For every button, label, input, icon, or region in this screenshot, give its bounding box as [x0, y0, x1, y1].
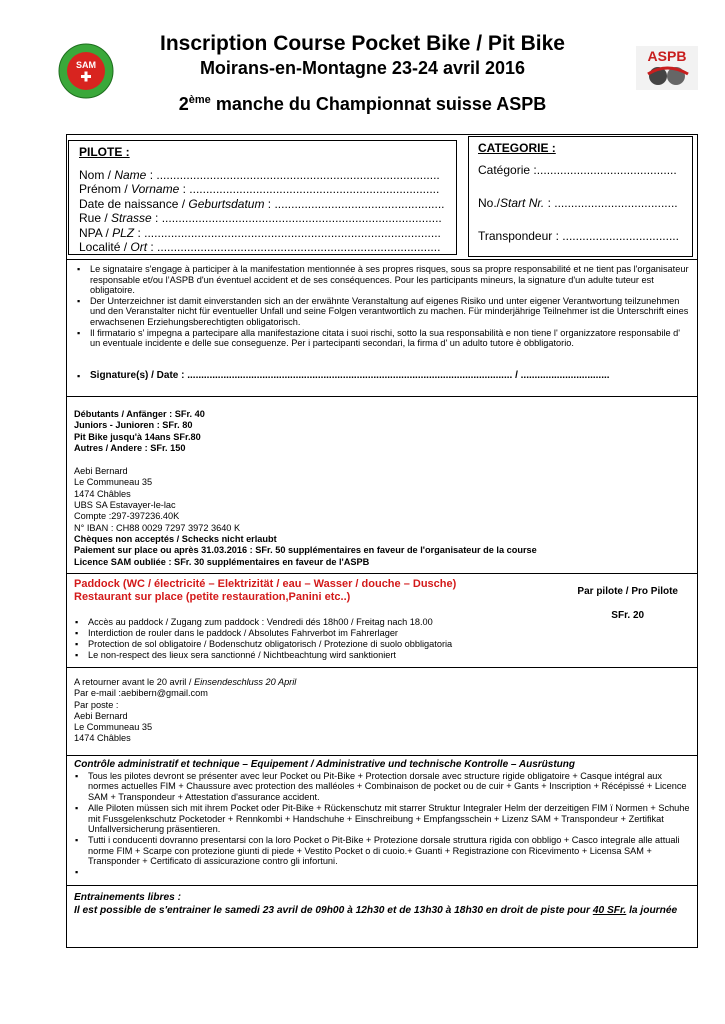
categorie-field[interactable]: Catégorie :..........................................: [478, 163, 677, 177]
agreement-fr: ▪ Le signataire s'engage à participer à la manifestation mentionnée à ses propres risques, sous sa propre responsabilité et ne tient pas l'organisateur responsable et/ou l’ASPB d'un éventuel accident et de ses conséquences. Pour les participants mineurs, la signature d'un adulte tuteur est obligatoire.: [76, 264, 690, 296]
agreement-it: ▪ Il firmatario s' impegna a partecipare alla manifestazione citata i suoi rischi, sotto la sua responsabilità e non tiene l' organizzatore responsabile d' un eventuale incidente e delle sue conseguenze. Per i partecipanti secondari, la firma d' un adulto tutore è obbligatorio.: [76, 328, 690, 349]
signature-field[interactable]: ▪ Signature(s) / Date : ..................................................................................................................... / ................................: [76, 371, 690, 382]
price-pitbike: Pit Bike jusqu'à 14ans SFr.80: [74, 431, 201, 442]
pilote-heading: PILOTE :: [79, 145, 130, 159]
price-juniors: Juniors - Junioren : SFr. 80: [74, 420, 193, 431]
pilote-firstname-field[interactable]: Prénom / Vorname : ...........................................................................: [79, 182, 440, 196]
event-location-date: Moirans-en-Montagne 23-24 avril 2016: [199, 58, 526, 78]
page-title: Inscription Course Pocket Bike / Pit Bike: [160, 32, 565, 55]
restaurant-title: Restaurant sur place (petite restauration,Panini etc..): [74, 591, 351, 603]
transpondeur-field[interactable]: Transpondeur : ...................................: [478, 229, 679, 243]
pilote-street-field[interactable]: Rue / Strasse : ....................................................................................: [79, 211, 442, 225]
agreement-section: [66, 259, 698, 396]
pilote-box: [68, 140, 457, 255]
address-line: 1474 Châbles: [74, 488, 131, 499]
return-address-line: Le Communeau 35: [74, 722, 153, 733]
pilote-city-field[interactable]: Localité / Ort : .....................................................................................: [79, 240, 441, 254]
control-title: Contrôle administratif et technique – Equipement / Administrative und technische Kontrolle – Ausrüstung: [74, 759, 575, 770]
paddock-price: SFr. 20: [611, 610, 645, 621]
bank-line: UBS SA Estavayer-le-lac: [74, 500, 176, 511]
training-title: Entrainements libres :: [74, 892, 181, 903]
championship-subtitle: 2ème manche du Championnat suisse ASPB: [178, 94, 547, 114]
paddock-rule: ▪ Le non-respect des lieux sera sanctionné / Nichtbeachtung wird sanktioniert: [74, 650, 690, 661]
pilote-npa-field[interactable]: NPA / PLZ : .........................................................................................: [79, 225, 441, 240]
control-rule-de: ▪ Alle Piloten müssen sich mit ihrem Pocket oder Pit-Bike + Rückenschutz mit starrer Struktur Integraler Helm der derzeitigen FIM ï Normen + Schuhe mit Fussgelenkschutz Pocketoder + Rennkombi + Handschuhe + Einschreibung + Empfangsschein + Lizenz SAM + Transpondeur + Zertifikat Unfallversicherung präsentieren.: [74, 803, 690, 835]
sam-logo-text: SAM: [76, 60, 96, 70]
price-debutants: Débutants / Anfänger : SFr. 40: [74, 409, 205, 419]
address-line: Aebi Bernard: [74, 466, 128, 477]
paddock-rule: ▪ Protection de sol obligatoire / Bodenschutz obligatorisch / Protezione di suolo obbligatoria: [74, 639, 690, 650]
paddock-price-label: Par pilote / Pro Pilote: [577, 586, 678, 597]
iban-line: N° IBAN : CH88 0029 7297 3972 3640 K: [74, 522, 241, 533]
paddock-title: Paddock (WC / électricité – Elektrizität / eau – Wasser / douche – Dusche): [74, 578, 457, 590]
return-address-line: 1474 Châbles: [74, 733, 131, 744]
control-section: [66, 755, 698, 885]
cheques-note: Chèques non acceptés / Schecks nicht erlaubt: [74, 533, 277, 544]
late-payment-note: Paiement sur place ou après 31.03.2016 : SFr. 50 supplémentaires en faveur de l'organisateur de la course: [74, 545, 537, 556]
paddock-rule: ▪ Interdiction de rouler dans le paddock / Absolutes Fahrverbot im Fahrerlager: [74, 628, 690, 639]
return-post-label: Par poste :: [74, 699, 119, 710]
control-rule-it: ▪ Tutti i conducenti dovranno presentarsi con la loro Pocket o Pit-Bike + Protezione dorsale struttura rigida con obbligo + Casco integrale alle attuali norme FIM + Scarpe con protezione giunti di piede + Vestito Pocket o di cuoio.+ Guanti + Registrazione con Ricevimento + Licensa SAM + Transponder + Certificato di assicurazione contro gli infortuni.: [74, 835, 690, 867]
price-autres: Autres / Andere : SFr. 150: [74, 442, 186, 453]
categorie-box: [468, 136, 693, 257]
return-email: Par e-mail :aebibern@gmail.com: [74, 688, 208, 699]
aspb-logo-text: ASPB: [647, 48, 687, 64]
paddock-section: [66, 573, 698, 667]
address-line: Le Communeau 35: [74, 477, 153, 488]
pilote-birthdate-field[interactable]: Date de naissance / Geburtsdatum : ...................................................: [79, 196, 445, 211]
control-rule-fr: ▪ Tous les pilotes devront se présenter avec leur Pocket ou Pit-Bike + Protection dorsale avec structure rigide obligatoire + Casque intégral aux normes actuelles FIM + Chaussure avec protection des malléoles + Combinaison de pocket ou de cuir + Gants + Inscription + Récépissé + Licence SAM + Transpondeur + Attestation d'assurance accident.: [74, 771, 690, 803]
categorie-heading: CATEGORIE :: [478, 141, 556, 155]
account-line: Compte :297-397236.40K: [74, 511, 180, 522]
start-number-field[interactable]: No./Start Nr. : .....................................: [478, 196, 678, 210]
return-section: [66, 667, 698, 755]
return-address-line: Aebi Bernard: [74, 710, 128, 721]
licence-note: Licence SAM oubliée : SFr. 30 supplémentaires en faveur de l'ASPB: [74, 556, 370, 567]
pilote-name-field[interactable]: Nom / Name : .....................................................................................: [79, 167, 440, 182]
paddock-rule: ▪ Accès au paddock / Zugang zum paddock : Vendredi dés 18h00 / Freitag nach 18.00: [74, 617, 690, 628]
training-section: [66, 885, 698, 947]
agreement-de: ▪ Der Unterzeichner ist damit einverstanden sich an der erwähnte Veranstaltung auf eigenes Risiko und unter eigener Verantwortung teilzunehmen und den Veranstalter nicht für eventueller Unfall und seine Folgen verantwortlich zu machen. Für minderjährige Teilnehmer ist die Unterschrift eines erwachsenen Erziehungsberechtigten obligatorisch.: [76, 296, 690, 328]
tarifs-section: [66, 396, 698, 573]
control-rule-empty: [74, 867, 690, 878]
training-text: Il est possible de s'entrainer le samedi 23 avril de 09h00 à 12h30 et de 13h30 à 18h30 en droit de piste pour 40 SFr. la journée: [74, 904, 678, 916]
return-deadline: A retourner avant le 20 avril / Einsendeschluss 20 April: [74, 677, 297, 687]
